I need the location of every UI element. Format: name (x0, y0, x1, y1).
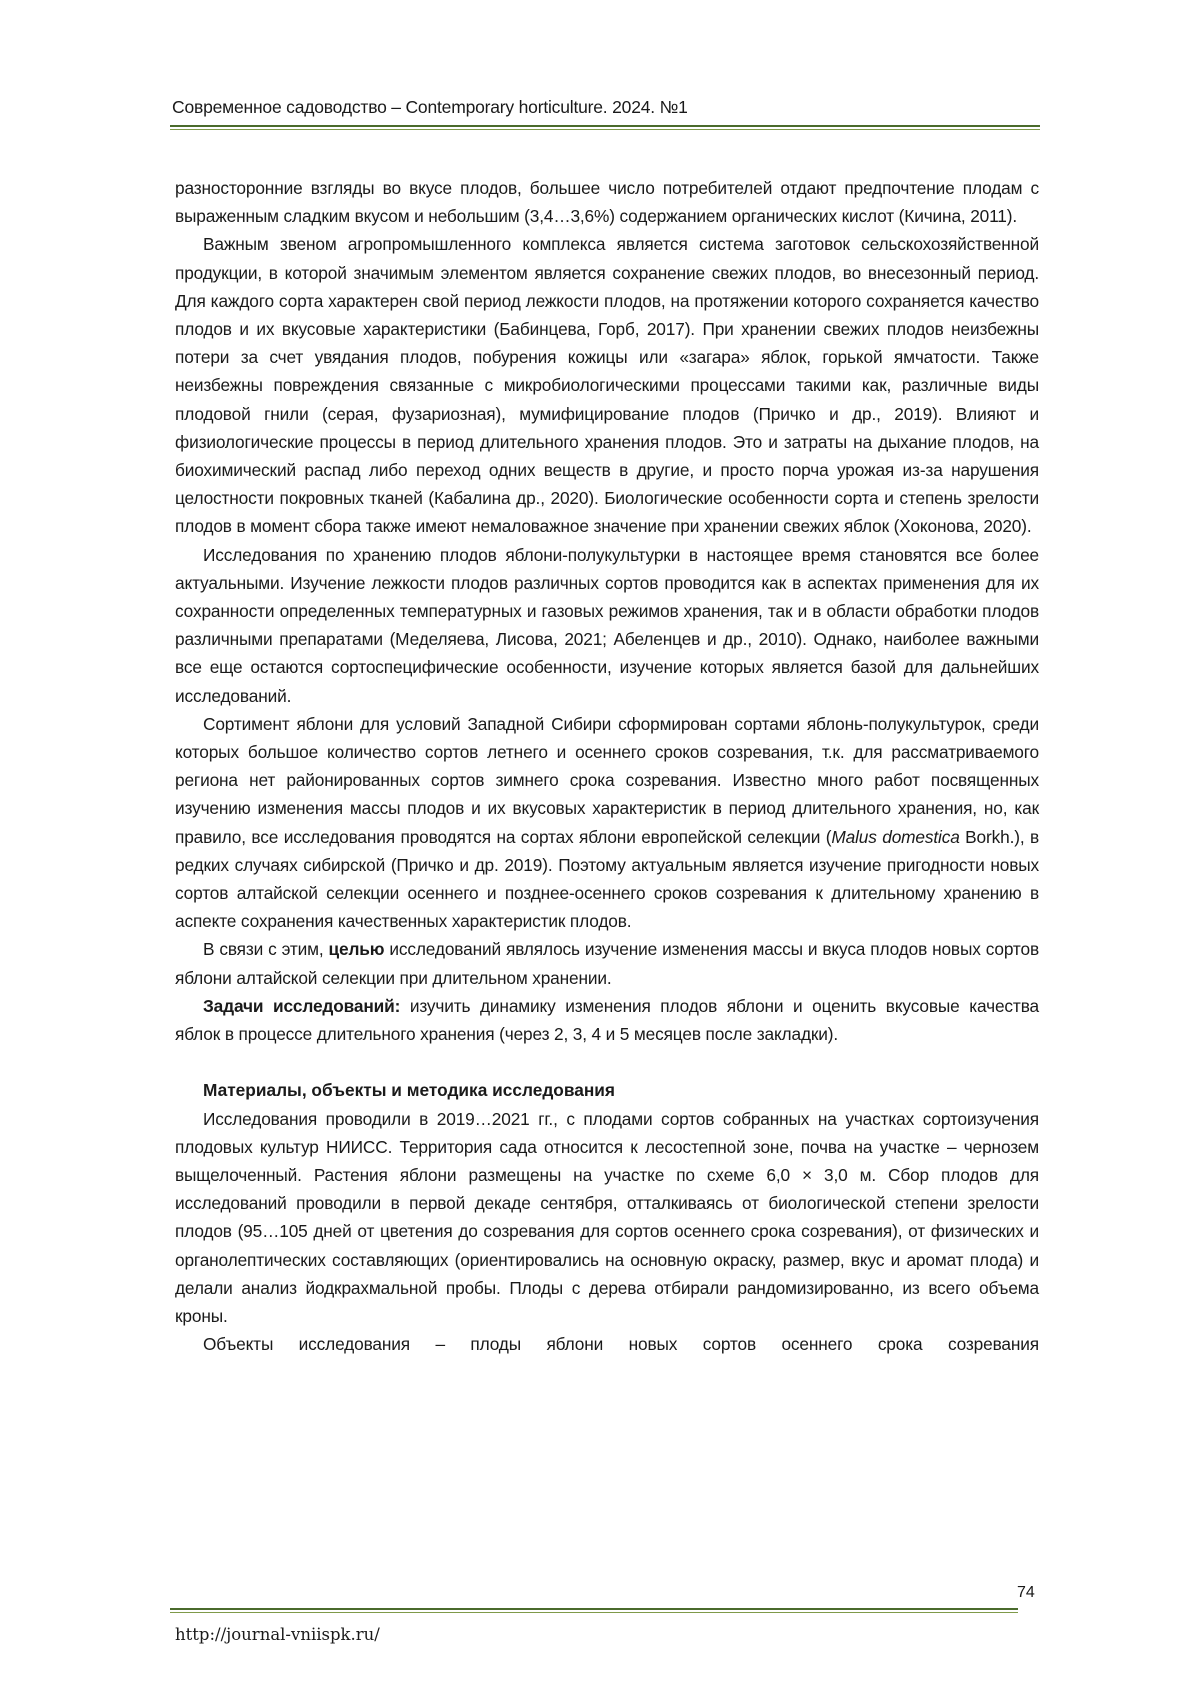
assortment-text-start: Сортимент яблони для условий Западной Сибири сформирован сортами яблонь-полукультурок, среди которых большое количество сортов летнего и осеннего сроков созревания, т.к. для рассматриваемого региона нет районированных сортов зимнего срока созревания. Известно много работ посвященных изучению изменения массы плодов и их вкусовых характеристик в период длительного хранения, но, как правило, все исследования проводятся на сортах яблони европейской селекции ( (175, 713, 1039, 847)
paragraph-methods: Исследования проводили в 2019…2021 гг., с плодами сортов собранных на участках сортоизучения плодовых культур НИИСС. Территория сада относится к лесостепной зоне, почва на участке – чернозем выщелоченный. Растения яблони размещены на участке по схеме 6,0 × 3,0 м. Сбор плодов для исследований проводили в первой декаде сентября, отталкиваясь от биологической степени зрелости плодов (95…105 дней от цветения до созревания для сортов осеннего срока созревания), от физических и органолептических составляющих (ориентировались на основную окраску, размер, вкус и аромат плода) и делали анализ йодкрахмальной пробы. Плоды с дерева отбирали рандомизированно, из всего объема кроны. (175, 1108, 1039, 1326)
tasks-text: изучить динамику изменения плодов яблони и оценить вкусовые качества яблок в процессе длительного хранения (через 2, 3, 4 и 5 месяцев после закладки). (175, 995, 1039, 1045)
paragraph-storage-research: Исследования по хранению плодов яблони-полукультурки в настоящее время становятся все более актуальными. Изучение лежкости плодов различных сортов проводится как в аспектах применения для их сохранности определенных температурных и газовых режимов хранения, так и в области обработки плодов различными препаратами (Меделяева, Лисова, 2021; Абеленцев и др., 2010). Однако, наиболее важными все еще остаются сортоспецифические особенности, изучение которых является базой для дальнейших исследований. (175, 544, 1039, 706)
goal-text-start: В связи с этим, (203, 939, 329, 960)
header-rule (170, 125, 1040, 127)
article-body (175, 174, 1039, 1358)
section-heading-materials: Материалы, объекты и методика исследования (203, 1080, 615, 1101)
header-rule-secondary (170, 129, 1040, 130)
paragraph-storage-system: Важным звеном агропромышленного комплекса является система заготовок сельскохозяйственной продукции, в которой значимым элементом является сохранение свежих плодов, во внесезонный период. Для каждого сорта характерен свой период лежкости плодов, на протяжении которого сохраняется качество плодов и их вкусовые характеристики (Бабинцева, Горб, 2017). При хранении свежих плодов неизбежны потери за счет увядания плодов, побурения кожицы или «загара» яблок, горькой ямчатости. Также неизбежны повреждения связанные с микробиологическими процессами такими как, различные виды плодовой гнили (серая, фузариозная), мумифицирование плодов (Причко и др., 2019). Влияют и физиологические процессы в период длительного хранения плодов. Это и затраты на дыхание плодов, на биохимический распад либо переход одних веществ в другие, и просто порча урожая из-за нарушения целостности покровных тканей (Кабалина др., 2020). Биологические особенности сорта и степень зрелости плодов в момент сбора также имеют немаловажное значение при хранении свежих яблок (Хоконова, 2020). (175, 234, 1039, 537)
species-name-italic: Malus domestica (831, 826, 960, 847)
page-number: 74 (1017, 1584, 1035, 1601)
assortment-text-end: Borkh.), в редких случаях сибирской (Причко и др. 2019). Поэтому актуальным является изучение пригодности новых сортов алтайской селекции осеннего и позднее-осеннего сроков созревания к длительному хранению в аспекте сохранения качественных характеристик плодов. (175, 826, 1040, 932)
paragraph-objects: Объекты исследования – плоды яблони новых сортов осеннего срока созревания (203, 1334, 1039, 1355)
journal-url-link[interactable]: http://journal-vniispk.ru/ (175, 1625, 380, 1644)
goal-keyword: целью (328, 939, 385, 960)
journal-header-title: Современное садоводство – Contemporary horticulture. 2024. №1 (172, 97, 688, 117)
paragraph-assortment (175, 710, 1039, 936)
paragraph-goal (175, 935, 1039, 991)
paragraph-tasks (175, 992, 1039, 1048)
footer-rule (170, 1608, 1018, 1610)
tasks-label: Задачи исследований: (203, 995, 401, 1016)
footer-rule-secondary (170, 1612, 1018, 1613)
paragraph-continued: разносторонние взгляды во вкусе плодов, большее число потребителей отдают предпочтение плодам с выраженным сладким вкусом и небольшим (3,4…3,6%) содержанием органических кислот (Кичина, 2011). (175, 178, 1039, 227)
goal-text-end: исследований являлось изучение изменения массы и вкуса плодов новых сортов яблони алтайской селекции при длительном хранении. (175, 939, 1039, 988)
